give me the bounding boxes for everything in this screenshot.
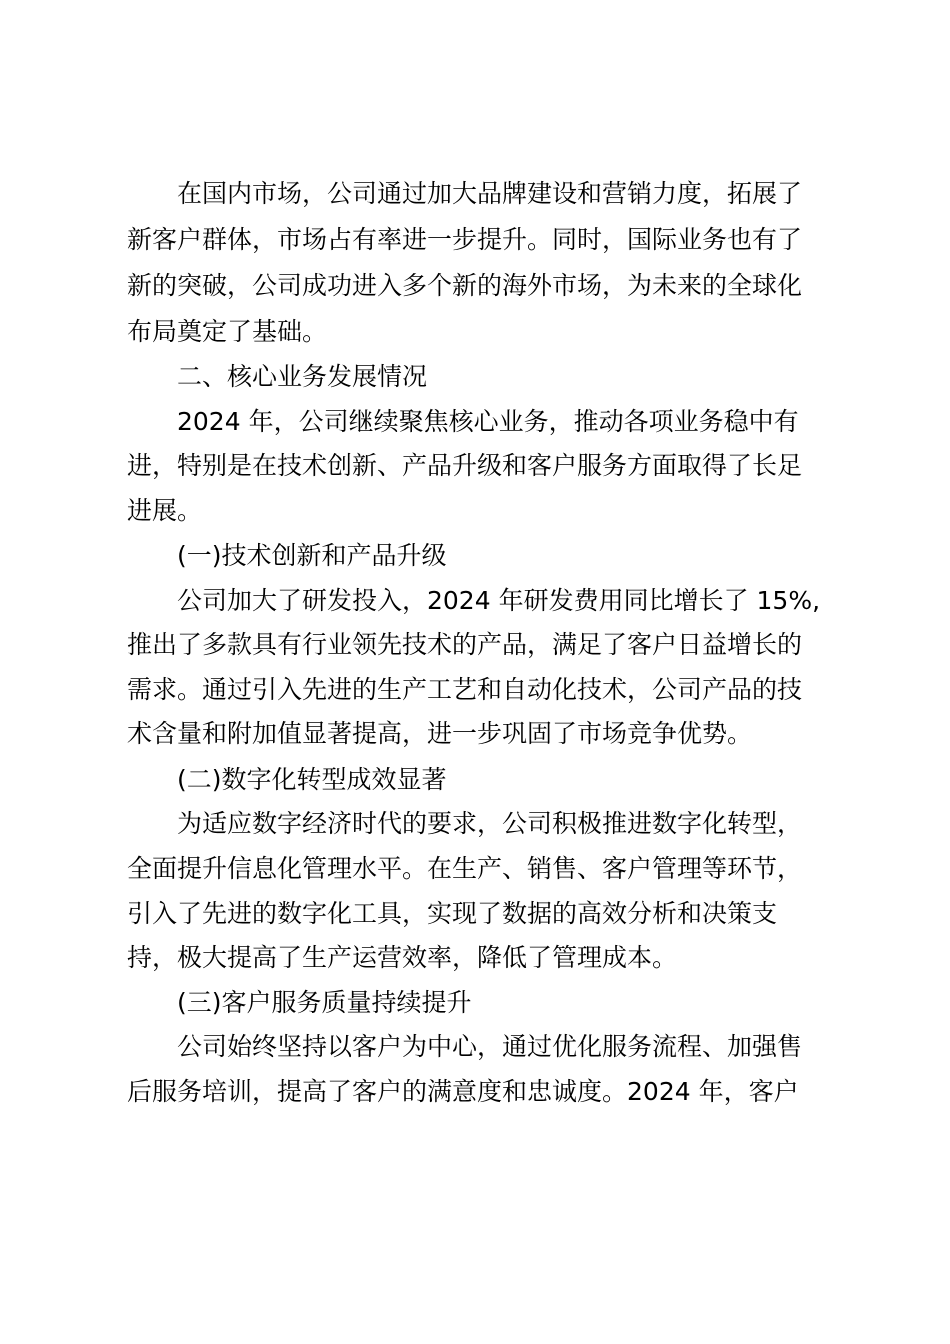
paragraph-line: 新的突破，公司成功进入多个新的海外市场，为未来的全球化 bbox=[127, 271, 803, 300]
paragraph-line: 为适应数字经济时代的要求，公司积极推进数字化转型， bbox=[177, 809, 803, 838]
subsection-heading: (二)数字化转型成效显著 bbox=[177, 765, 447, 794]
subsection-heading: (一)技术创新和产品升级 bbox=[177, 541, 447, 570]
paragraph-line: 术含量和附加值显著提高，进一步巩固了市场竞争优势。 bbox=[127, 719, 753, 748]
paragraph-line: 进，特别是在技术创新、产品升级和客户服务方面取得了长足 bbox=[127, 451, 803, 480]
paragraph-line: 需求。通过引入先进的生产工艺和自动化技术，公司产品的技 bbox=[127, 675, 803, 704]
paragraph-line: 进展。 bbox=[127, 496, 203, 525]
paragraph-line: 公司始终坚持以客户为中心，通过优化服务流程、加强售 bbox=[177, 1032, 803, 1061]
paragraph-line: 新客户群体，市场占有率进一步提升。同时，国际业务也有了 bbox=[127, 225, 803, 254]
paragraph-line: 2024 年，公司继续聚焦核心业务，推动各项业务稳中有 bbox=[177, 407, 799, 436]
paragraph-line: 引入了先进的数字化工具，实现了数据的高效分析和决策支 bbox=[127, 899, 778, 928]
paragraph-line: 推出了多款具有行业领先技术的产品，满足了客户日益增长的 bbox=[127, 630, 803, 659]
paragraph-line: 公司加大了研发投入，2024 年研发费用同比增长了 15%, bbox=[177, 586, 821, 615]
paragraph-line: 全面提升信息化管理水平。在生产、销售、客户管理等环节， bbox=[127, 854, 803, 883]
subsection-heading: (三)客户服务质量持续提升 bbox=[177, 988, 472, 1017]
paragraph-line: 后服务培训，提高了客户的满意度和忠诚度。2024 年，客户 bbox=[127, 1077, 799, 1106]
section-heading: 二、核心业务发展情况 bbox=[177, 362, 428, 391]
paragraph-line: 在国内市场，公司通过加大品牌建设和营销力度，拓展了 bbox=[177, 179, 803, 208]
paragraph-line: 布局奠定了基础。 bbox=[127, 317, 328, 346]
paragraph-line: 持，极大提高了生产运营效率，降低了管理成本。 bbox=[127, 943, 678, 972]
